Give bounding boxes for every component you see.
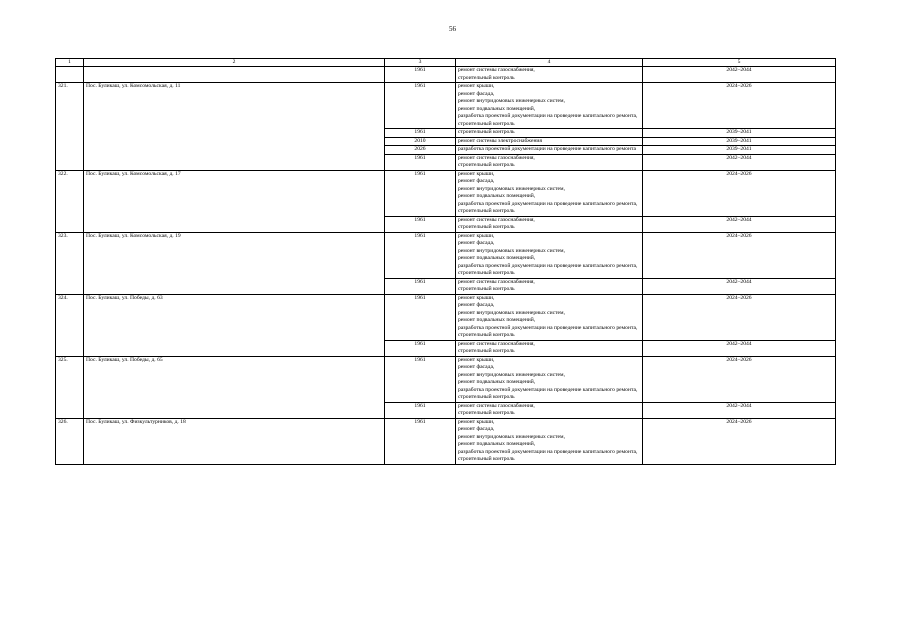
table-row bbox=[56, 418, 836, 464]
year-cell: 1961 bbox=[385, 216, 456, 232]
period-cell: 2024–2026 bbox=[643, 418, 836, 464]
capital-repair-table bbox=[55, 58, 836, 465]
header-col-3: 3 bbox=[385, 59, 456, 67]
entry-number: 324. bbox=[56, 294, 84, 356]
period-cell: 2024–2026 bbox=[643, 83, 836, 129]
period-cell: 2042–2044 bbox=[643, 67, 836, 83]
building-address: Пос. Буликаш, ул. Комсомольская, д. 19 bbox=[84, 232, 385, 294]
works-cell: ремонт системы газоснабжения, строительный контроль bbox=[456, 402, 643, 418]
header-col-1: 1 bbox=[56, 59, 84, 67]
period-cell: 2042–2044 bbox=[643, 216, 836, 232]
table-row bbox=[56, 67, 836, 83]
works-cell: ремонт крыши, ремонт фасада, ремонт внутридомовых инженерных систем, ремонт подвальных помещений, разработка проектной документации на проведение капитального ремонта, строительный контроль bbox=[456, 294, 643, 340]
year-cell: 1961 bbox=[385, 67, 456, 83]
entry-number: 326. bbox=[56, 418, 84, 464]
period-cell: 2039–2041 bbox=[643, 146, 836, 155]
table-row bbox=[56, 170, 836, 216]
page-number: 56 bbox=[449, 25, 456, 33]
period-cell: 2024–2026 bbox=[643, 170, 836, 216]
entry-number: 322. bbox=[56, 170, 84, 232]
year-cell: 1961 bbox=[385, 402, 456, 418]
works-cell: ремонт крыши, ремонт фасада, ремонт внутридомовых инженерных систем, ремонт подвальных помещений, разработка проектной документации на проведение капитального ремонта, строительный контроль bbox=[456, 356, 643, 402]
works-cell: строительный контроль bbox=[456, 129, 643, 138]
period-cell: 2042–2044 bbox=[643, 340, 836, 356]
year-cell: 1961 bbox=[385, 154, 456, 170]
header-col-4: 4 bbox=[456, 59, 643, 67]
works-cell: ремонт крыши, ремонт фасада, ремонт внутридомовых инженерных систем, ремонт подвальных помещений, разработка проектной документации на проведение капитального ремонта, строительный контроль bbox=[456, 170, 643, 216]
works-cell: ремонт крыши, ремонт фасада, ремонт внутридомовых инженерных систем, ремонт подвальных помещений, разработка проектной документации на проведение капитального ремонта, строительный контроль bbox=[456, 418, 643, 464]
period-cell: 2039–2041 bbox=[643, 129, 836, 138]
building-address: Пос. Буликаш, ул. Комсомольская, д. 17 bbox=[84, 170, 385, 232]
works-cell: ремонт системы газоснабжения, строительный контроль bbox=[456, 216, 643, 232]
table-row bbox=[56, 294, 836, 340]
works-cell: ремонт крыши, ремонт фасада, ремонт внутридомовых инженерных систем, ремонт подвальных помещений, разработка проектной документации на проведение капитального ремонта, строительный контроль bbox=[456, 232, 643, 278]
year-cell: 1961 bbox=[385, 278, 456, 294]
works-cell: ремонт крыши, ремонт фасада, ремонт внутридомовых инженерных систем, ремонт подвальных помещений, разработка проектной документации на проведение капитального ремонта, строительный контроль bbox=[456, 83, 643, 129]
works-cell: ремонт системы газоснабжения, строительный контроль bbox=[456, 278, 643, 294]
period-cell: 2024–2026 bbox=[643, 232, 836, 278]
entry-number bbox=[56, 67, 84, 83]
period-cell: 2039–2041 bbox=[643, 137, 836, 146]
works-cell: ремонт системы газоснабжения, строительный контроль bbox=[456, 340, 643, 356]
year-cell: 1961 bbox=[385, 356, 456, 402]
year-cell: 1961 bbox=[385, 232, 456, 278]
period-cell: 2042–2044 bbox=[643, 278, 836, 294]
table-row bbox=[56, 356, 836, 402]
works-cell: ремонт системы газоснабжения, строительный контроль bbox=[456, 67, 643, 83]
header-col-2: 2 bbox=[84, 59, 385, 67]
entry-number: 321. bbox=[56, 83, 84, 171]
entry-number: 323. bbox=[56, 232, 84, 294]
building-address: Пос. Буликаш, ул. Физкультурников, д. 18 bbox=[84, 418, 385, 464]
building-address: Пос. Буликаш, ул. Победы, д. 65 bbox=[84, 356, 385, 418]
year-cell: 1961 bbox=[385, 294, 456, 340]
building-address: Пос. Буликаш, ул. Комсомольская, д. 11 bbox=[84, 83, 385, 171]
year-cell: 1961 bbox=[385, 83, 456, 129]
entry-number: 325. bbox=[56, 356, 84, 418]
works-cell: ремонт системы газоснабжения, строительный контроль bbox=[456, 154, 643, 170]
table-row bbox=[56, 232, 836, 278]
year-cell: 1961 bbox=[385, 340, 456, 356]
year-cell: 1961 bbox=[385, 418, 456, 464]
year-cell: 2010 bbox=[385, 137, 456, 146]
works-cell: ремонт системы электроснабжения bbox=[456, 137, 643, 146]
building-address: Пос. Буликаш, ул. Победы, д. 63 bbox=[84, 294, 385, 356]
period-cell: 2024–2026 bbox=[643, 294, 836, 340]
works-cell: разработка проектной документации на проведение капитального ремонта bbox=[456, 146, 643, 155]
period-cell: 2042–2044 bbox=[643, 154, 836, 170]
year-cell: 1961 bbox=[385, 170, 456, 216]
table-body bbox=[56, 67, 836, 465]
period-cell: 2024–2026 bbox=[643, 356, 836, 402]
header-row bbox=[56, 59, 836, 67]
year-cell: 1961 bbox=[385, 129, 456, 138]
building-address bbox=[84, 67, 385, 83]
period-cell: 2042–2044 bbox=[643, 402, 836, 418]
header-col-5: 5 bbox=[643, 59, 836, 67]
year-cell: 2026 bbox=[385, 146, 456, 155]
table-row bbox=[56, 83, 836, 129]
